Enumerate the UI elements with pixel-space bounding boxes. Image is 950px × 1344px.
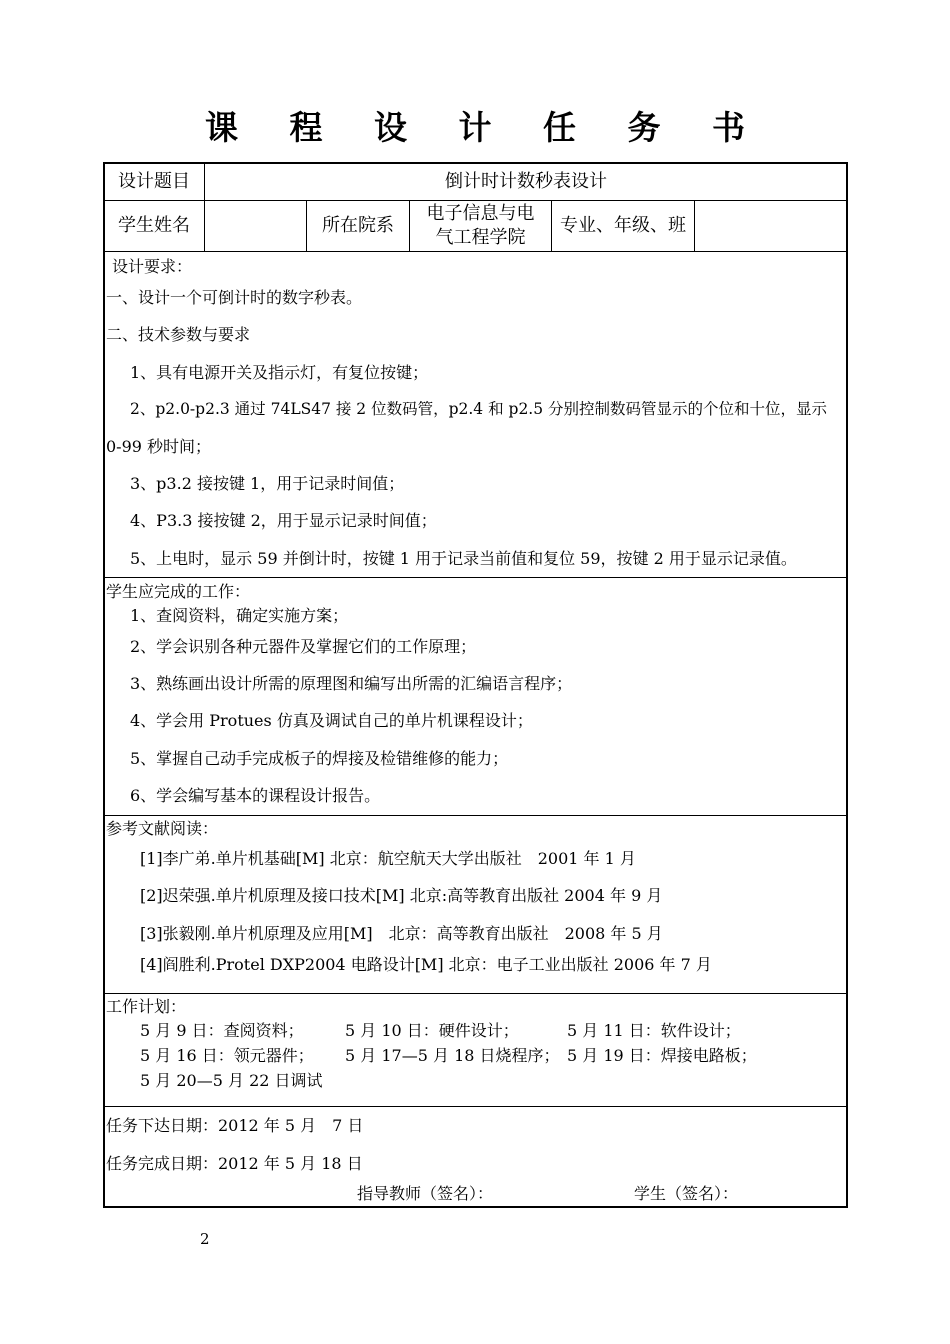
student-name-label: 学生姓名 (118, 215, 190, 236)
plan-entry: 5 月 16 日：领元器件； (140, 1046, 314, 1065)
reference-item: [1]李广弟.单片机基础[M] 北京：航空航天大学出版社 2001 年 1 月 (140, 849, 636, 868)
topic-label: 设计题目 (118, 171, 190, 192)
row-divider (104, 993, 847, 994)
major-value (695, 201, 847, 251)
work-item: 6、学会编写基本的课程设计报告。 (130, 786, 381, 805)
row-divider (104, 815, 847, 816)
work-item: 1、查阅资料，确定实施方案； (130, 606, 349, 625)
requirement-item: 0-99 秒时间； (106, 437, 212, 456)
requirement-item: 4、P3.3 接按键 2，用于显示记录时间值； (130, 511, 437, 530)
work-item: 4、学会用 Protues 仿真及调试自己的单片机课程设计； (130, 711, 533, 730)
completed-date: 任务完成日期：2012 年 5 月 18 日 (106, 1154, 363, 1173)
plan-entry: 5 月 19 日：焊接电路板； (567, 1046, 757, 1065)
requirement-item: 一、设计一个可倒计时的数字秒表。 (106, 288, 363, 307)
work-item: 2、学会识别各种元器件及掌握它们的工作原理； (130, 637, 477, 656)
student-name-value (205, 201, 306, 251)
requirement-item: 2、p2.0-p2.3 通过 74LS47 接 2 位数码管，p2.4 和 p2.5 分别控制数码管显示的个位和十位，显示 (130, 400, 828, 418)
reference-item: [3]张毅刚.单片机原理及应用[M] 北京：高等教育出版社 2008 年 5 月 (140, 924, 663, 943)
document-title: 课 程 设 计 任 务 书 (205, 108, 765, 147)
plan-entry: 5 月 20—5 月 22 日调试 (140, 1071, 323, 1090)
row-divider (104, 1106, 847, 1107)
plan-entry: 5 月 11 日：软件设计； (567, 1021, 741, 1040)
reference-item: [2]迟荣强.单片机原理及接口技术[M] 北京:高等教育出版社 2004 年 9 月 (140, 886, 663, 905)
requirements-heading: 设计要求： (112, 257, 193, 276)
work-item: 3、熟练画出设计所需的原理图和编写出所需的汇编语言程序； (130, 674, 573, 693)
plan-entry: 5 月 17—5 月 18 日烧程序； (345, 1046, 560, 1065)
major-label: 专业、年级、班 (560, 215, 686, 236)
row-divider (104, 577, 847, 578)
requirement-item: 二、技术参数与要求 (106, 325, 251, 344)
work-item: 5、掌握自己动手完成板子的焊接及检错维修的能力； (130, 749, 509, 768)
student-signature-label: 学生（签名）： (634, 1184, 739, 1203)
requirement-item: 1、具有电源开关及指示灯，有复位按键； (130, 363, 429, 382)
references-heading: 参考文献阅读： (106, 819, 219, 838)
reference-item: [4]阎胜利.Protel DXP2004 电路设计[M] 北京：电子工业出版社 2006 年 7 月 (140, 955, 712, 974)
advisor-signature-label: 指导教师（签名）： (357, 1184, 494, 1203)
department-value: 电子信息与电气工程学院 (426, 203, 535, 248)
row-divider (104, 251, 847, 252)
requirement-item: 5、上电时，显示 59 并倒计时，按键 1 用于记录当前值和复位 59，按键 2 用于显示记录值。 (130, 549, 797, 568)
plan-entry: 5 月 10 日：硬件设计； (345, 1021, 519, 1040)
requirement-item: 3、p3.2 接按键 1，用于记录时间值； (130, 474, 405, 493)
topic-value: 倒计时计数秒表设计 (445, 171, 607, 192)
department-label: 所在院系 (322, 215, 394, 236)
assigned-date: 任务下达日期：2012 年 5 月 7 日 (106, 1116, 364, 1135)
plan-heading: 工作计划： (106, 997, 187, 1016)
plan-entry: 5 月 9 日：查阅资料； (140, 1021, 304, 1040)
work-heading: 学生应完成的工作： (106, 582, 251, 601)
page-number: 2 (200, 1230, 210, 1248)
